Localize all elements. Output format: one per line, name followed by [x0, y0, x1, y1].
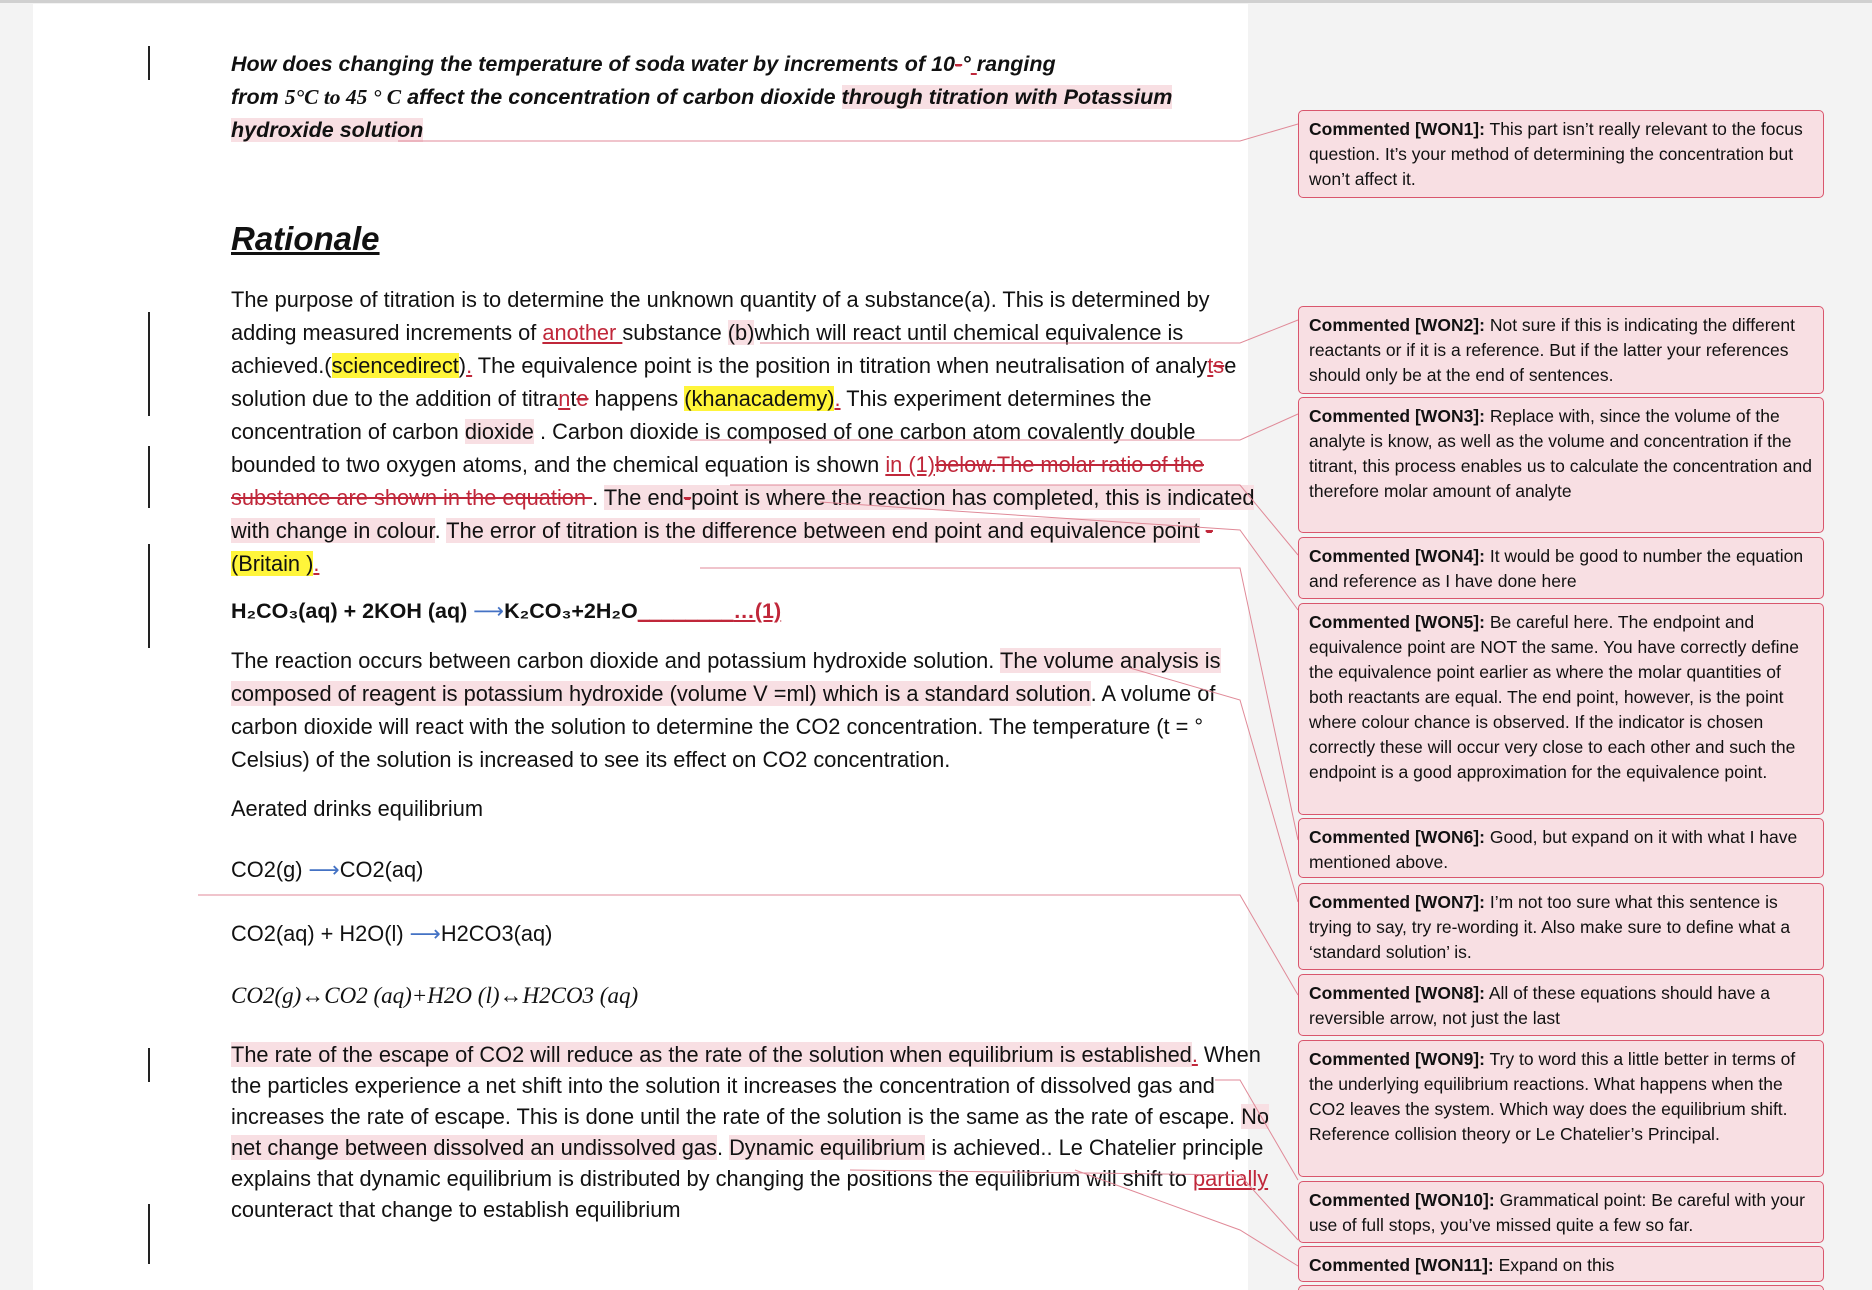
commented-text-won3[interactable]: dioxide — [464, 419, 534, 444]
arrow-icon: ⟶ — [473, 599, 505, 623]
comment-won2[interactable]: Commented [WON2]: Not sure if this is indicating the different reactants or if it is a reference. But if the latter your references should only be at the end of sentences. — [1298, 306, 1824, 394]
paragraph-reaction[interactable]: The reaction occurs between carbon dioxide and potassium hydroxide solution. The volume analysis is composed of reagent is potassium hydroxide (volume V =ml) which is a standard solution. A volume of carbon dioxide will react with the solution to determine the CO2 concentration. The temperature (t = ° Celsius) of the solution is increased to see its effect on CO2 concentration. — [231, 648, 1221, 772]
change-bar — [148, 1204, 150, 1264]
reference-highlight: (Britain ) — [231, 551, 314, 576]
change-bar — [148, 1048, 150, 1082]
commented-text-won1[interactable]: through titration with Potassium hydroxide solution — [231, 85, 1173, 142]
reference-highlight: (khanacademy) — [684, 386, 835, 411]
reference-highlight: sciencedirect — [331, 353, 459, 378]
equation-2[interactable]: CO2(g) ⟶CO2(aq) — [231, 857, 424, 882]
temperature-range: 5°C to 45 ° C — [284, 85, 402, 109]
commented-text-won11[interactable]: Dynamic equilibrium — [729, 1135, 926, 1160]
commented-text-won6[interactable]: The error of titration is the difference between end point and equivalence point — [446, 518, 1200, 543]
comment-won4[interactable]: Commented [WON4]: It would be good to number the equation and reference as I have done here — [1298, 537, 1824, 599]
change-bar — [148, 544, 150, 648]
comment-won5[interactable]: Commented [WON5]: Be careful here. The endpoint and equivalence point are NOT the same. You have correctly define the equivalence point earlier as where the molar quantities of both reactants are equal. The end point, however, is the point where colour chance is observed. If the indicator is chosen correctly these will occur very close to each other and such the endpoint is a good approximation for the equivalence point. — [1298, 603, 1824, 815]
arrow-icon: ⟶ — [308, 857, 340, 882]
equation-4[interactable]: CO2(g)↔CO2 (aq)+H2O (l)↔H2CO3 (aq) — [231, 983, 639, 1008]
comment-won8[interactable]: Commented [WON8]: All of these equations should have a reversible arrow, not just the last — [1298, 974, 1824, 1036]
paragraph-titration[interactable]: The purpose of titration is to determine the unknown quantity of a substance(a). This is determined by adding measured increments of another substance (b)which will react until chemical equivalence is achieved.(sciencedirect). The equivalence point is the position in titration when neutralisation of analytse solution due to the addition of titrante happens (khanacademy). This experiment determines the concentration of carbon dioxide . Carbon dioxide is composed of one carbon atom covalently double bounded to two oxygen atoms, and the chemical equation is shown in (1)below.The molar ratio of the substance are shown in the equation . The end-point is where the reaction has completed, this is indicated with change in colour. The error of titration is the difference between end point and equivalence point -(Britain ). — [231, 287, 1255, 576]
arrow-icon: ⟶ — [409, 921, 441, 946]
comment-won10[interactable]: Commented [WON10]: Grammatical point: Be careful with your use of full stops, you’ve missed quite a few so far. — [1298, 1181, 1824, 1243]
document-body[interactable] — [231, 48, 1269, 1225]
comment-won9[interactable]: Commented [WON9]: Try to word this a little better in terms of the underlying equilibrium reactions. What happens when the CO2 leaves the system. Which way does the equilibrium shift. Reference collision theory or Le Chatelier’s Principal. — [1298, 1040, 1824, 1177]
commented-text-won2[interactable]: (b) — [727, 320, 755, 345]
comment-won11[interactable]: Commented [WON11]: Expand on this — [1298, 1246, 1824, 1282]
change-bar — [148, 46, 150, 80]
equation-1[interactable]: H₂CO₃(aq) + 2KOH (aq) ⟶K₂CO₃+2H₂O________…(1) — [231, 599, 782, 623]
commented-text-won10[interactable]: No net change between dissolved an undissolved gas — [231, 1104, 1269, 1160]
comment-next[interactable] — [1298, 1285, 1824, 1290]
comment-won6[interactable]: Commented [WON6]: Good, but expand on it with what I have mentioned above. — [1298, 818, 1824, 878]
equation-number: …(1) — [733, 599, 782, 623]
equation-3[interactable]: CO2(aq) + H2O(l) ⟶H2CO3(aq) — [231, 921, 553, 946]
commented-text-won7[interactable]: The volume analysis is composed of reagent is potassium hydroxide (volume V =ml) which is a standard solution — [231, 648, 1221, 706]
commented-text-won5[interactable]: The end-point is where the reaction has completed, this is indicated with change in colour — [231, 485, 1255, 543]
comment-won3[interactable]: Commented [WON3]: Replace with, since the volume of the analyte is know, as well as the volume and concentration if the titrant, this process enables us to calculate the concentration and therefore molar amount of analyte — [1298, 397, 1824, 533]
commented-text-won9[interactable]: The rate of the escape of CO2 will reduce as the rate of the solution when equilibrium is established — [231, 1042, 1192, 1067]
comment-won7[interactable]: Commented [WON7]: I’m not too sure what this sentence is trying to say, try re-wording it. Also make sure to define what a ‘standard solution’ is. — [1298, 883, 1824, 970]
comment-won1[interactable]: Commented [WON1]: This part isn’t really relevant to the focus question. It’s your method of determining the concentration but won’t affect it. — [1298, 110, 1824, 198]
comments-pane[interactable] — [1298, 0, 1826, 1290]
paragraph-equilibrium[interactable]: The rate of the escape of CO2 will reduce as the rate of the solution when equilibrium is established. When the particles experience a net shift into the solution it increases the concentration of dissolved gas and increases the rate of escape. This is done until the rate of the solution is the same as the rate of escape. No net change between dissolved an undissolved gas. Dynamic equilibrium is achieved.. Le Chatelier principle explains that dynamic equilibrium is distributed by changing the positions the equilibrium will shift to partially counteract that change to establish equilibrium — [231, 1042, 1269, 1222]
change-bar — [148, 446, 150, 508]
document-page[interactable] — [33, 4, 1269, 1290]
aerated-heading: Aerated drinks equilibrium — [231, 796, 483, 821]
heading-rationale: Rationale — [231, 220, 380, 257]
document-title[interactable]: How does changing the temperature of soda water by increments of 10-° ranging from 5°C to 45 ° C affect the concentration of carbon dioxide through titration with Potassium hydroxide solution — [231, 52, 1173, 142]
change-bar — [148, 312, 150, 416]
